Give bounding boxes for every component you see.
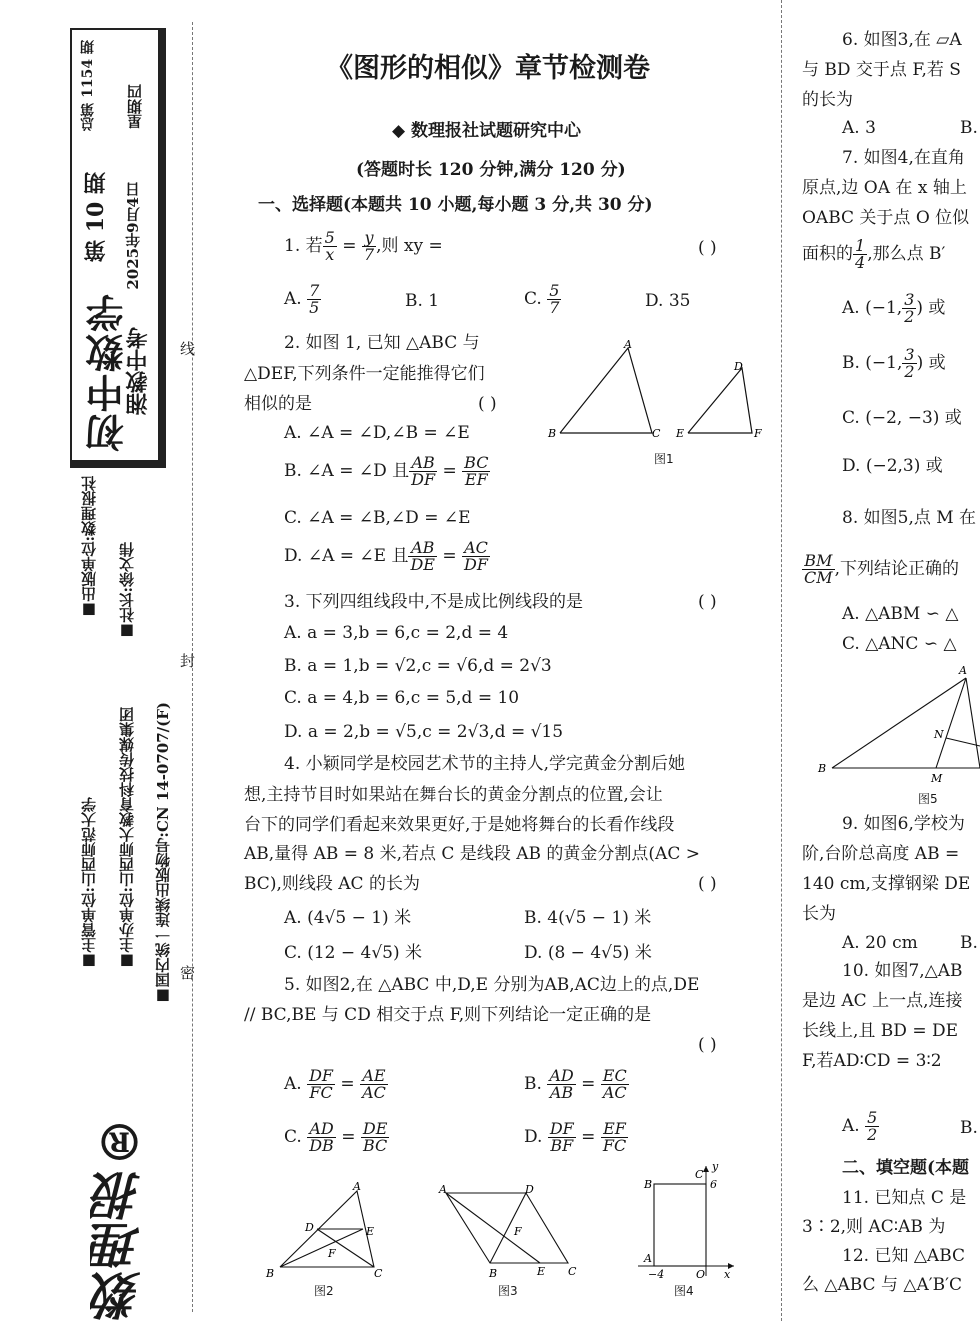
q12-line2: 么 △ABC 与 △A′B′C — [802, 1275, 962, 1295]
q11-line2: 3∶2,则 AC∶AB 为 — [802, 1217, 946, 1237]
q2-option-c[interactable]: C. ∠A = ∠B,∠D = ∠E — [284, 508, 471, 528]
margin-feng: 封 — [180, 652, 196, 670]
q5-option-d[interactable]: D. $\frac{DF}{BF}$ = $\frac{EF}{FC}$ — [524, 1119, 627, 1155]
fig1-label-a: A — [624, 338, 632, 351]
masthead — [66, 22, 172, 1321]
q3-stem: 3. 下列四组线段中,不是成比例线段的是 — [284, 592, 584, 612]
q5-option-c[interactable]: C. $\frac{AD}{DB}$ = $\frac{DE}{BC}$ — [284, 1119, 388, 1155]
figure-1 — [540, 340, 770, 450]
q7-line2: 原点,边 OA 在 x 轴上 — [802, 178, 967, 198]
q7-line4: 面积的 $\frac{1}{4}$ ,那么点 B′ — [802, 236, 946, 272]
q2-option-a[interactable]: A. ∠A = ∠D,∠B = ∠E — [284, 423, 470, 443]
q6-line2: 与 BD 交于点 F,若 S — [802, 60, 961, 80]
q4-option-b[interactable]: B. 4(√5 − 1) 米 — [524, 908, 652, 928]
time-note: (答题时长 120 分钟,满分 120 分) — [356, 160, 626, 180]
fig5-label-b: B — [818, 762, 827, 775]
q3-option-b[interactable]: B. a = 1,b = √2,c = √6,d = 2√3 — [284, 656, 552, 676]
q2-option-b[interactable]: B. ∠A = ∠D 且 $\frac{AB}{DF}$ = $\frac{BC}{EF}$ — [284, 453, 489, 489]
q5-option-b[interactable]: B. $\frac{AD}{AB}$ = $\frac{EC}{AC}$ — [524, 1066, 627, 1102]
q4-line1: 4. 小颖同学是校园艺术节的主持人,学完黄金分割后她 — [284, 754, 686, 774]
fig4-label-c: C — [695, 1168, 704, 1181]
publisher: ■出版单位:数理报社 — [80, 476, 98, 620]
q3-option-a[interactable]: A. a = 3,b = 6,c = 2,d = 4 — [284, 623, 509, 643]
q7-option-d[interactable]: D. (−2,3) 或 — [842, 456, 943, 476]
q4-option-a[interactable]: A. (4√5 − 1) 米 — [284, 908, 412, 928]
q10-option-a[interactable]: A. $\frac{5}{2}$ — [842, 1108, 878, 1144]
q2-line2: △DEF,下列条件一定能推得它们 — [244, 364, 485, 384]
fig4-label-x: x — [724, 1268, 731, 1281]
fig4-label-neg4: −4 — [648, 1268, 665, 1281]
fig5-label-a: A — [959, 664, 967, 677]
q3-paren: ( ) — [698, 592, 717, 612]
q1-stem: 1. 若 $\frac{5}{x}$ = $\frac{y}{7}$ ,则 xy = — [284, 228, 443, 264]
q8-line1: 8. 如图5,点 M 在 — [842, 508, 977, 528]
cut-line-right — [781, 0, 782, 1321]
fig2-label-b: B — [266, 1267, 275, 1280]
q6-line3: 的长为 — [802, 90, 853, 110]
q7-option-a[interactable]: A. (−1, $\frac{3}{2}$ ) 或 — [842, 290, 946, 326]
supervisor: ■主管单位:山西师范大学 — [80, 797, 98, 971]
q6-option-b[interactable]: B. — [960, 118, 978, 138]
fig4-label-6: 6 — [710, 1178, 717, 1191]
q7-line1: 7. 如图4,在直角 — [842, 148, 965, 168]
q4-line2: 想,主持节目时如果站在舞台长的黄金分割点的位置,会让 — [244, 785, 663, 805]
figure-2 — [262, 1180, 392, 1280]
q4-line4: AB,量得 AB = 8 米,若点 C 是线段 AB 的黄金分割点(AC > — [244, 844, 700, 864]
q4-line5: BC),则线段 AC 的长为 — [244, 874, 420, 894]
q10-line3: 长线上,且 BD = DE — [802, 1021, 959, 1041]
q1-option-c[interactable]: C. $\frac{5}{7}$ — [524, 281, 560, 317]
q10-line4: F,若AD∶CD = 3∶2 — [802, 1051, 942, 1071]
fig3-label-f: F — [514, 1225, 522, 1238]
figure-4-caption: 图4 — [674, 1284, 694, 1298]
masthead-edition: 湘教中考 — [125, 327, 151, 415]
q8-option-a[interactable]: A. △ABM ∽ △ — [842, 604, 959, 624]
q6-line1: 6. 如图3,在 ▱A — [842, 30, 962, 50]
fig1-label-d: D — [734, 360, 743, 373]
section-1-title: 一、选择题(本题共 10 小题,每小题 3 分,共 30 分) — [258, 195, 653, 215]
masthead-logo: 数理报® — [90, 1112, 149, 1321]
q4-paren: ( ) — [698, 874, 717, 894]
q2-paren: ( ) — [478, 394, 497, 414]
figure-3 — [436, 1185, 586, 1280]
fig4-label-b: B — [644, 1178, 653, 1191]
fig3-label-b: B — [489, 1267, 498, 1280]
q12-line1: 12. 已知 △ABC — [842, 1246, 966, 1266]
research-center: ◆ 数理报社试题研究中心 — [392, 121, 581, 141]
q1-paren: ( ) — [698, 238, 717, 258]
fig4-label-y: y — [712, 1160, 719, 1173]
fig5-label-m: M — [931, 772, 943, 785]
q5-line2: // BC,BE 与 CD 相交于点 F,则下列结论一定正确的是 — [244, 1005, 652, 1025]
total-issue: 总第 1154 期 — [80, 40, 96, 131]
fig3-label-e: E — [537, 1265, 546, 1278]
fig2-label-a: A — [353, 1180, 361, 1193]
q9-line3: 140 cm,支撑钢梁 DE — [802, 874, 971, 894]
margin-mi: 密 — [180, 964, 196, 982]
fig3-label-c: C — [568, 1265, 577, 1278]
q8-option-c[interactable]: C. △ANC ∽ △ — [842, 634, 957, 654]
q1-option-b[interactable]: B. 1 — [405, 291, 440, 311]
q1-option-a[interactable]: A. $\frac{7}{5}$ — [284, 281, 320, 317]
q4-line3: 台下的同学们看起来效果更好,于是她将舞台的长看作线段 — [244, 815, 675, 835]
q3-option-d[interactable]: D. a = 2,b = √5,c = 2√3,d = √15 — [284, 722, 564, 742]
figure-5-caption: 图5 — [918, 792, 938, 806]
q9-line2: 阶,台阶总高度 AB = — [802, 844, 960, 864]
margin-xian: 线 — [180, 340, 196, 358]
q10-option-b[interactable]: B. — [960, 1118, 978, 1138]
issue-weekday: 星期四 — [126, 84, 144, 129]
figure-3-caption: 图3 — [498, 1284, 518, 1298]
q3-option-c[interactable]: C. a = 4,b = 6,c = 5,d = 10 — [284, 688, 520, 708]
q9-line1: 9. 如图6,学校为 — [842, 814, 965, 834]
fig2-label-d: D — [305, 1221, 314, 1234]
fig3-label-d: D — [525, 1183, 534, 1196]
masthead-title: 初中数学 — [85, 292, 130, 452]
q6-option-a[interactable]: A. 3 — [842, 118, 876, 138]
fig1-label-e: E — [676, 427, 685, 440]
fig4-label-o: O — [696, 1268, 706, 1281]
figure-2-caption: 图2 — [314, 1284, 334, 1298]
q2-option-d[interactable]: D. ∠A = ∠E 且 $\frac{AB}{DE}$ = $\frac{AC}{DF}$ — [284, 538, 488, 574]
q10-line2: 是边 AC 上一点,连接 — [802, 991, 963, 1011]
q10-line1: 10. 如图7,△AB — [842, 961, 963, 981]
q9-option-b[interactable]: B. — [960, 933, 978, 953]
fig2-label-e: E — [366, 1225, 375, 1238]
issue-date: 2025年9月4日 — [124, 182, 142, 290]
section-2-title: 二、填空题(本题 — [842, 1158, 970, 1178]
president: ■社长:徐文伟 — [118, 542, 136, 641]
fig4-label-a: A — [644, 1252, 652, 1265]
q5-paren: ( ) — [698, 1035, 717, 1055]
q2-line1: 2. 如图 1, 已知 △ABC 与 — [284, 333, 480, 353]
q2-line3: 相似的是 — [244, 394, 312, 414]
sponsor: ■主办单位:山西师大教育科技传媒集团 — [118, 707, 136, 971]
page-title: 《图形的相似》章节检测卷 — [326, 53, 650, 84]
q7-option-b[interactable]: B. (−1, $\frac{3}{2}$ ) 或 — [842, 345, 946, 381]
q8-line2: $\frac{BM}{CM}$ ,下列结论正确的 — [804, 551, 960, 587]
figure-1-caption: 图1 — [654, 452, 674, 466]
q7-option-c[interactable]: C. (−2, −3) 或 — [842, 408, 962, 428]
q9-line4: 长为 — [802, 904, 836, 924]
issue-number: 第 10 期 — [83, 172, 109, 262]
q5-line1: 5. 如图2,在 △ABC 中,D,E 分别为AB,AC边上的点,DE — [284, 975, 700, 995]
cn-number: ■国内统一连续出版物号:CN 14-0707/(F) — [154, 702, 172, 1006]
q5-option-a[interactable]: A. $\frac{DF}{FC}$ = $\frac{AE}{AC}$ — [284, 1066, 386, 1102]
q4-option-c[interactable]: C. (12 − 4√5) 米 — [284, 943, 423, 963]
figure-5 — [812, 660, 980, 785]
fig3-label-a: A — [439, 1183, 447, 1196]
q4-option-d[interactable]: D. (8 − 4√5) 米 — [524, 943, 652, 963]
fig2-label-f: F — [328, 1247, 336, 1260]
fig1-label-b: B — [548, 427, 557, 440]
figure-4 — [632, 1160, 742, 1280]
q11-line1: 11. 已知点 C 是 — [842, 1188, 967, 1208]
q9-option-a[interactable]: A. 20 cm — [842, 933, 918, 953]
q1-option-d[interactable]: D. 35 — [645, 291, 691, 311]
fig1-label-c: C — [652, 427, 661, 440]
q7-line3: OABC 关于点 O 位似 — [802, 208, 970, 228]
fig1-label-f: F — [754, 427, 762, 440]
fig2-label-c: C — [374, 1267, 383, 1280]
fig5-label-n: N — [934, 728, 944, 741]
